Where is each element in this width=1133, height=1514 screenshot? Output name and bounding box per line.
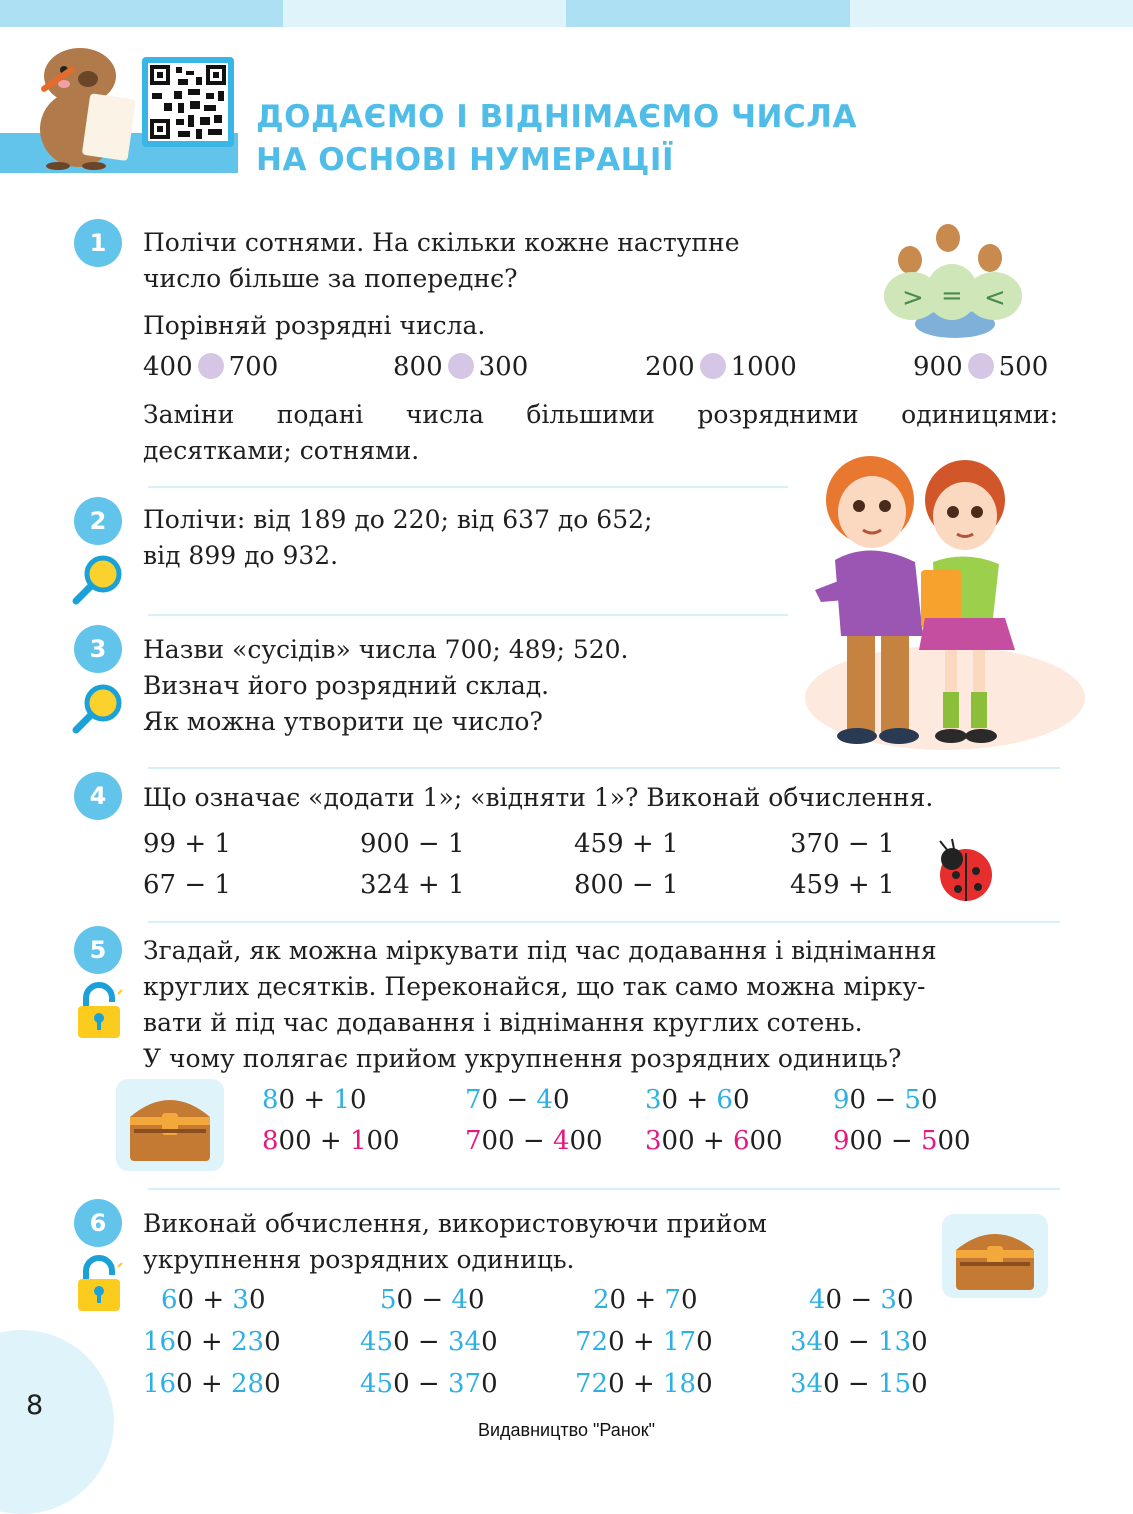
magnifier-icon — [70, 682, 124, 736]
divider — [148, 921, 1060, 923]
task6-line2: укрупнення розрядних одиниць. — [143, 1245, 575, 1274]
task4-expression: 459 + 1 — [574, 829, 679, 859]
task3-line1: Назви «сусідів» числа 700; 489; 520. — [143, 635, 629, 664]
task6-expression: 20 + 70 — [593, 1285, 698, 1315]
task6-expression: 340 − 130 — [790, 1327, 928, 1357]
title-line-1: ДОДАЄМО І ВІДНІМАЄМО ЧИСЛА — [256, 99, 857, 135]
comparison-1: 400 700 — [143, 352, 279, 382]
task5-expression: 300 + 600 — [645, 1126, 783, 1156]
task6-line1: Виконай обчислення, використовуючи прийом — [143, 1209, 767, 1238]
treasure-chest-illustration — [942, 1212, 1048, 1300]
task5-expression: 700 − 400 — [465, 1126, 603, 1156]
task6-expression: 60 + 30 — [161, 1285, 266, 1315]
task2-line1: Полічи: від 189 до 220; від 637 до 652; — [143, 505, 653, 534]
task-number-5: 5 — [74, 926, 122, 974]
page-number: 8 — [26, 1390, 44, 1421]
task5-expression: 30 + 60 — [645, 1085, 750, 1115]
task6-expression: 160 + 280 — [143, 1369, 281, 1399]
task-number-6: 6 — [74, 1199, 122, 1247]
task5-line4: У чому полягає прийом укрупнення розрядних одиниць? — [143, 1044, 902, 1073]
compare-circle[interactable] — [968, 353, 994, 379]
divider — [148, 486, 788, 488]
task4-expression: 900 − 1 — [360, 829, 465, 859]
divider — [148, 1188, 1060, 1190]
top-band-2 — [283, 0, 566, 27]
capybara-illustration — [18, 34, 142, 170]
svg-text:>: > — [902, 283, 924, 313]
comparison-4: 900 500 — [913, 352, 1049, 382]
task6-expression: 450 − 370 — [360, 1369, 498, 1399]
top-band-1 — [0, 0, 283, 27]
task6-expression: 40 − 30 — [809, 1285, 914, 1315]
task5-line3: вати й під час додавання і віднімання круглих сотень. — [143, 1008, 863, 1037]
ladybug-illustration — [930, 835, 1002, 907]
task6-expression: 160 + 230 — [143, 1327, 281, 1357]
task4-expression: 324 + 1 — [360, 870, 465, 900]
treasure-chest-illustration — [116, 1077, 224, 1173]
lock-icon — [74, 980, 124, 1040]
top-band-3 — [566, 0, 850, 27]
qr-code[interactable] — [142, 57, 234, 147]
compare-circle[interactable] — [198, 353, 224, 379]
top-band-4 — [850, 0, 1133, 27]
task4-expression: 67 − 1 — [143, 870, 231, 900]
task4-expression: 800 − 1 — [574, 870, 679, 900]
task1-line2: число більше за попереднє? — [143, 264, 518, 293]
task6-expression: 340 − 150 — [790, 1369, 928, 1399]
task1-line4: Заміни подані числа більшими розрядними одиницями: — [143, 400, 1058, 429]
task5-line2: круглих десятків. Переконайся, що так само можна мірку- — [143, 972, 926, 1001]
task5-expression: 800 + 100 — [262, 1126, 400, 1156]
comparison-2: 800 300 — [393, 352, 529, 382]
task2-line2: від 899 до 932. — [143, 541, 339, 570]
compare-circle[interactable] — [448, 353, 474, 379]
comparison-eggs-illustration — [880, 224, 1030, 340]
lock-icon — [74, 1253, 124, 1313]
task5-expression: 70 − 40 — [465, 1085, 570, 1115]
task4-expression: 459 + 1 — [790, 870, 895, 900]
comparison-3: 200 1000 — [645, 352, 797, 382]
task3-line2: Визнач його розрядний склад. — [143, 671, 550, 700]
divider — [148, 614, 788, 616]
task1-line1: Полічи сотнями. На скільки кожне наступне — [143, 228, 740, 257]
task1-line5: десятками; сотнями. — [143, 436, 420, 465]
task4-line1: Що означає «додати 1»; «відняти 1»? Виконай обчислення. — [143, 783, 934, 812]
task-number-1: 1 — [74, 219, 122, 267]
task6-expression: 720 + 170 — [575, 1327, 713, 1357]
task6-expression: 720 + 180 — [575, 1369, 713, 1399]
task1-line3: Порівняй розрядні числа. — [143, 311, 486, 340]
task4-expression: 99 + 1 — [143, 829, 231, 859]
task6-expression: 450 − 340 — [360, 1327, 498, 1357]
task5-line1: Згадай, як можна міркувати під час додавання і віднімання — [143, 936, 937, 965]
task5-expression: 80 + 10 — [262, 1085, 367, 1115]
magnifier-icon — [70, 553, 124, 607]
task6-expression: 50 − 40 — [380, 1285, 485, 1315]
task3-line3: Як можна утворити це число? — [143, 707, 543, 736]
task-number-4: 4 — [74, 772, 122, 820]
task4-expression: 370 − 1 — [790, 829, 895, 859]
svg-text:<: < — [984, 283, 1006, 313]
page-title — [256, 96, 857, 182]
task-number-3: 3 — [74, 625, 122, 673]
task5-expression: 900 − 500 — [833, 1126, 971, 1156]
children-illustration — [795, 440, 1087, 756]
task5-expression: 90 − 50 — [833, 1085, 938, 1115]
compare-circle[interactable] — [700, 353, 726, 379]
publisher-credit: Видавництво "Ранок" — [477, 1420, 656, 1440]
divider — [148, 767, 1060, 769]
svg-text:=: = — [941, 281, 963, 311]
title-line-2: НА ОСНОВІ НУМЕРАЦІЇ — [256, 142, 674, 178]
task-number-2: 2 — [74, 497, 122, 545]
